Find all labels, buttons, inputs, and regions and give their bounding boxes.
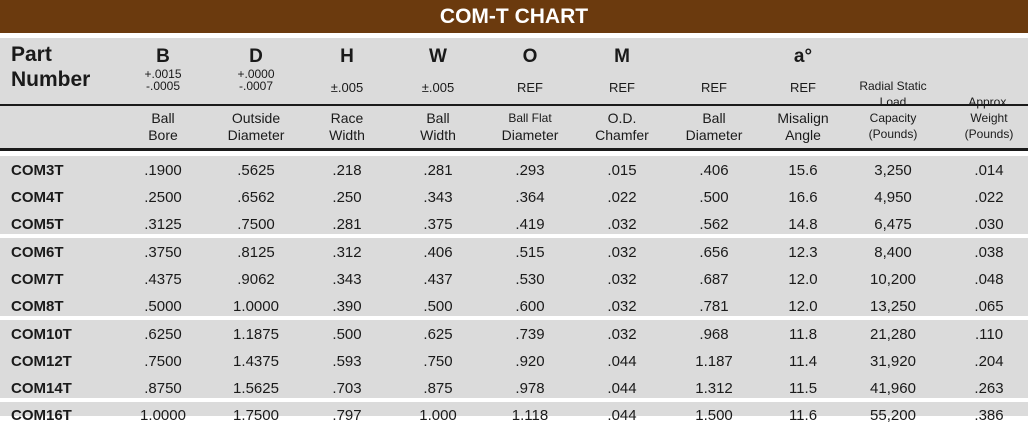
col-a-letter: a° (793, 46, 813, 67)
col-b-tol-minus: -.0005 (145, 79, 181, 93)
cell-a: 12.0 (788, 298, 818, 315)
cell-wt: .263 (974, 380, 1004, 397)
cell-w: .281 (423, 162, 453, 179)
cell-w: .406 (423, 244, 453, 261)
table-row (0, 348, 1028, 374)
cell-m: .032 (607, 244, 637, 261)
cell-wt: .204 (974, 353, 1004, 370)
part-number-cell: COM10T (11, 326, 72, 343)
part-number-cell: COM16T (11, 407, 72, 424)
cell-ball: 1.187 (695, 353, 733, 370)
col-wt-desc-line: Weight (970, 111, 1008, 125)
cell-wt: .038 (974, 244, 1004, 261)
cell-b: .2500 (144, 189, 182, 206)
part-number-cell: COM5T (11, 216, 64, 233)
cell-load: 10,200 (870, 271, 916, 288)
col-b-desc2: Bore (148, 127, 178, 143)
col-m-tolerance: REF (609, 80, 635, 95)
cell-h: .703 (332, 380, 362, 397)
header-rule (0, 148, 1028, 151)
cell-wt: .386 (974, 407, 1004, 424)
cell-m: .015 (607, 162, 637, 179)
cell-load: 4,950 (874, 189, 912, 206)
cell-w: .437 (423, 271, 453, 288)
cell-m: .032 (607, 326, 637, 343)
cell-d: 1.1875 (233, 326, 279, 343)
cell-o: .419 (515, 216, 545, 233)
cell-load: 6,475 (874, 216, 912, 233)
cell-w: .500 (423, 298, 453, 315)
cell-ball: .562 (699, 216, 729, 233)
cell-wt: .014 (974, 162, 1004, 179)
cell-wt: .065 (974, 298, 1004, 315)
part-number-cell: COM8T (11, 298, 64, 315)
col-ball-desc1: Ball (702, 110, 726, 126)
col-d-tol-plus: +.0000 (237, 67, 275, 81)
part-number-cell: COM3T (11, 162, 64, 179)
cell-load: 13,250 (870, 298, 916, 315)
col-h-tolerance: ±.005 (330, 80, 364, 95)
cell-m: .022 (607, 189, 637, 206)
cell-h: .797 (332, 407, 362, 424)
cell-wt: .048 (974, 271, 1004, 288)
cell-d: .9062 (237, 271, 275, 288)
cell-ball: .656 (699, 244, 729, 261)
col-ball-desc2: Diameter (685, 127, 743, 143)
cell-m: .044 (607, 353, 637, 370)
cell-d: 1.4375 (233, 353, 279, 370)
col-d-desc1: Outside (231, 110, 281, 126)
cell-o: .364 (515, 189, 545, 206)
cell-b: .4375 (144, 271, 182, 288)
cell-d: .6562 (237, 189, 275, 206)
cell-load: 55,200 (870, 407, 916, 424)
cell-load: 41,960 (870, 380, 916, 397)
cell-w: .625 (423, 326, 453, 343)
cell-h: .343 (332, 271, 362, 288)
col-d-tol-minus: -.0007 (238, 79, 274, 93)
col-m-desc2: Chamfer (595, 127, 649, 143)
cell-load: 8,400 (874, 244, 912, 261)
cell-w: .375 (423, 216, 453, 233)
cell-load: 21,280 (870, 326, 916, 343)
part-number-cell: COM14T (11, 380, 72, 397)
col-w-letter: W (429, 46, 447, 67)
part-number-cell: COM12T (11, 353, 72, 370)
cell-b: .5000 (144, 298, 182, 315)
table-row (0, 321, 1028, 347)
cell-b: .8750 (144, 380, 182, 397)
cell-ball: .781 (699, 298, 729, 315)
cell-b: 1.0000 (140, 407, 186, 424)
table-row (0, 239, 1028, 265)
cell-d: .5625 (237, 162, 275, 179)
cell-w: 1.000 (419, 407, 457, 424)
col-h-desc2: Width (329, 127, 365, 143)
col-o-desc1: Ball Flat (508, 111, 552, 125)
col-w-desc2: Width (420, 127, 456, 143)
cell-m: .032 (607, 271, 637, 288)
cell-b: .6250 (144, 326, 182, 343)
cell-w: .750 (423, 353, 453, 370)
col-a-desc2: Angle (785, 127, 821, 143)
part-number-cell: COM4T (11, 189, 64, 206)
cell-d: 1.7500 (233, 407, 279, 424)
cell-o: .739 (515, 326, 545, 343)
cell-ball: .406 (699, 162, 729, 179)
cell-ball: 1.312 (695, 380, 733, 397)
col-load-desc-line: Capacity (869, 111, 917, 125)
cell-h: .218 (332, 162, 362, 179)
cell-a: 11.4 (788, 353, 818, 370)
cell-o: .978 (515, 380, 545, 397)
cell-h: .593 (332, 353, 362, 370)
cell-h: .500 (332, 326, 362, 343)
part-label-line1: Part (11, 43, 52, 66)
cell-h: .250 (332, 189, 362, 206)
col-load-desc-line: Radial Static (859, 79, 927, 93)
cell-h: .312 (332, 244, 362, 261)
cell-b: .7500 (144, 353, 182, 370)
cell-b: .3750 (144, 244, 182, 261)
cell-d: 1.5625 (233, 380, 279, 397)
cell-d: .8125 (237, 244, 275, 261)
cell-h: .281 (332, 216, 362, 233)
table-row (0, 375, 1028, 401)
col-o-tolerance: REF (517, 80, 543, 95)
cell-d: 1.0000 (233, 298, 279, 315)
cell-o: 1.118 (511, 407, 549, 424)
col-o-desc2: Diameter (501, 127, 559, 143)
cell-a: 16.6 (788, 189, 818, 206)
part-number-cell: COM7T (11, 271, 64, 288)
cell-wt: .110 (974, 326, 1004, 343)
cell-ball: .968 (699, 326, 729, 343)
table-row (0, 184, 1028, 210)
col-w-desc1: Ball (426, 110, 450, 126)
cell-b: .1900 (144, 162, 182, 179)
part-number-cell: COM6T (11, 244, 64, 261)
col-load-desc-line: Load (879, 95, 907, 109)
cell-ball: .687 (699, 271, 729, 288)
cell-load: 31,920 (870, 353, 916, 370)
cell-wt: .030 (974, 216, 1004, 233)
col-wt-desc-line: Approx. (968, 95, 1010, 109)
col-a-tolerance: REF (790, 80, 816, 95)
cell-m: .032 (607, 216, 637, 233)
cell-b: .3125 (144, 216, 182, 233)
cell-o: .515 (515, 244, 545, 261)
cell-load: 3,250 (874, 162, 912, 179)
col-b-letter: B (156, 46, 170, 67)
col-h-letter: H (340, 46, 354, 67)
col-b-desc1: Ball (151, 110, 175, 126)
cell-a: 11.8 (788, 326, 818, 343)
col-ball-tolerance: REF (701, 80, 727, 95)
cell-o: .920 (515, 353, 545, 370)
cell-a: 15.6 (788, 162, 818, 179)
col-load-desc-line: (Pounds) (868, 127, 918, 141)
cell-o: .530 (515, 271, 545, 288)
cell-m: .032 (607, 298, 637, 315)
chart-title: COM-T CHART (0, 0, 1028, 33)
col-d-letter: D (249, 46, 263, 67)
cell-a: 14.8 (788, 216, 818, 233)
col-o-letter: O (522, 46, 538, 67)
cell-w: .875 (423, 380, 453, 397)
cell-a: 11.6 (788, 407, 818, 424)
col-wt-desc-line: (Pounds) (964, 127, 1014, 141)
col-d-desc2: Diameter (227, 127, 285, 143)
cell-ball: .500 (699, 189, 729, 206)
cell-m: .044 (607, 407, 637, 424)
table-row (0, 293, 1028, 319)
col-h-desc1: Race (330, 110, 364, 126)
cell-ball: 1.500 (695, 407, 733, 424)
cell-o: .293 (515, 162, 545, 179)
cell-m: .044 (607, 380, 637, 397)
cell-wt: .022 (974, 189, 1004, 206)
table-row (0, 266, 1028, 292)
part-label-line2: Number (11, 68, 91, 91)
cell-h: .390 (332, 298, 362, 315)
col-m-desc1: O.D. (607, 110, 637, 126)
cell-o: .600 (515, 298, 545, 315)
cell-a: 11.5 (788, 380, 818, 397)
cell-a: 12.3 (788, 244, 818, 261)
cell-a: 12.0 (788, 271, 818, 288)
col-w-tolerance: ±.005 (421, 80, 455, 95)
cell-w: .343 (423, 189, 453, 206)
col-a-desc1: Misalign (777, 110, 829, 126)
table-row (0, 402, 1028, 428)
table-row (0, 157, 1028, 183)
col-m-letter: M (614, 46, 630, 67)
col-b-tol-plus: +.0015 (144, 67, 182, 81)
table-row (0, 211, 1028, 237)
cell-d: .7500 (237, 216, 275, 233)
